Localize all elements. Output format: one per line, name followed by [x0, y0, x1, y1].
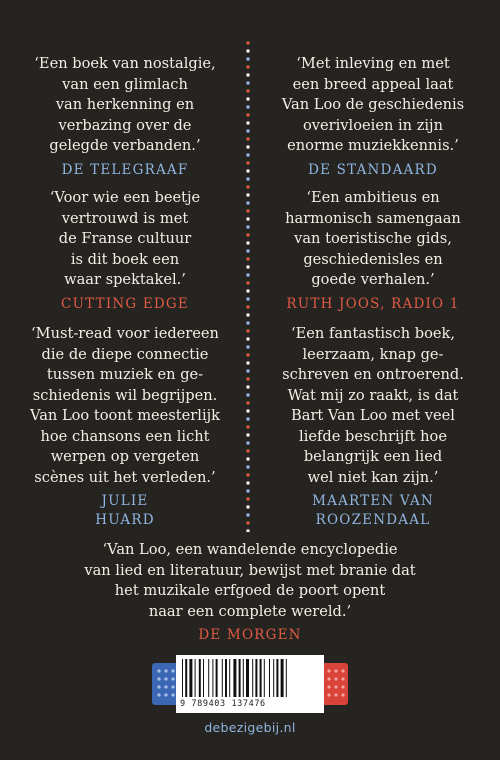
quote-source: DE STANDAARD: [308, 161, 438, 178]
quote-text: ‘Voor wie een beetje vertrouwd is met de Franse cultuur is dit boek een waar spektakel.’: [49, 189, 201, 288]
quote-ruth-joos: [266, 188, 480, 314]
quote-source: DE TELEGRAAF: [61, 161, 189, 178]
quote-text: ‘Een boek van nostalgie, van een glimlach van herkenning en verbazing over de gelegde verbanden.’: [34, 55, 216, 154]
quote-source: MAARTEN VAN ROOZENDAAL: [312, 493, 434, 528]
quote-source: CUTTING EDGE: [61, 295, 189, 312]
quote-text: ‘Van Loo, een wandelende encyclopedie van lied en literatuur, bewijst met branie dat het muzikale erfgoed de poort opent naar een complete wereld.’: [84, 541, 416, 620]
isbn-number: 9 789403 137476: [180, 699, 266, 709]
quote-julie-huard: [20, 324, 230, 530]
quote-text: ‘Een fantastisch boek, leerzaam, knap ge- schreven en ontroerend. Wat mij zo raakt, is dat Bart Van Loo met veel liefde beschrijft hoe belangrijk een lied wel niet kan zijn.’: [282, 325, 464, 486]
barcode-accordion: [152, 655, 348, 713]
quote-telegraaf: [20, 54, 230, 180]
quote-de-morgen: [30, 540, 470, 645]
quote-standaard: [266, 54, 480, 180]
quote-text: ‘Must-read voor iedereen die de diepe connectie tussen muziek en ge- schiedenis wil begrijpen. Van Loo toont meesterlijk hoe chansons een licht werpen op vergeten scènes uit het verleden.’: [30, 325, 220, 486]
quote-maarten-van-roozendaal: [266, 324, 480, 530]
quote-text: ‘Met inleving en met een breed appeal laat Van Loo de geschiedenis overivloeien in zijn enorme muziekkennis.’: [281, 55, 465, 154]
quote-source: RUTH JOOS, RADIO 1: [286, 295, 460, 312]
quote-source: DE MORGEN: [198, 627, 302, 643]
quote-source: JULIE HUARD: [95, 493, 155, 528]
quote-text: ‘Een ambitieus en harmonisch samengaan van toeristische gids, geschiedenisles en goede verhalen.’: [285, 189, 461, 288]
publisher-website[interactable]: debezigebij.nl: [204, 720, 296, 735]
dotted-divider: [244, 40, 252, 532]
quote-cutting-edge: [20, 188, 230, 314]
